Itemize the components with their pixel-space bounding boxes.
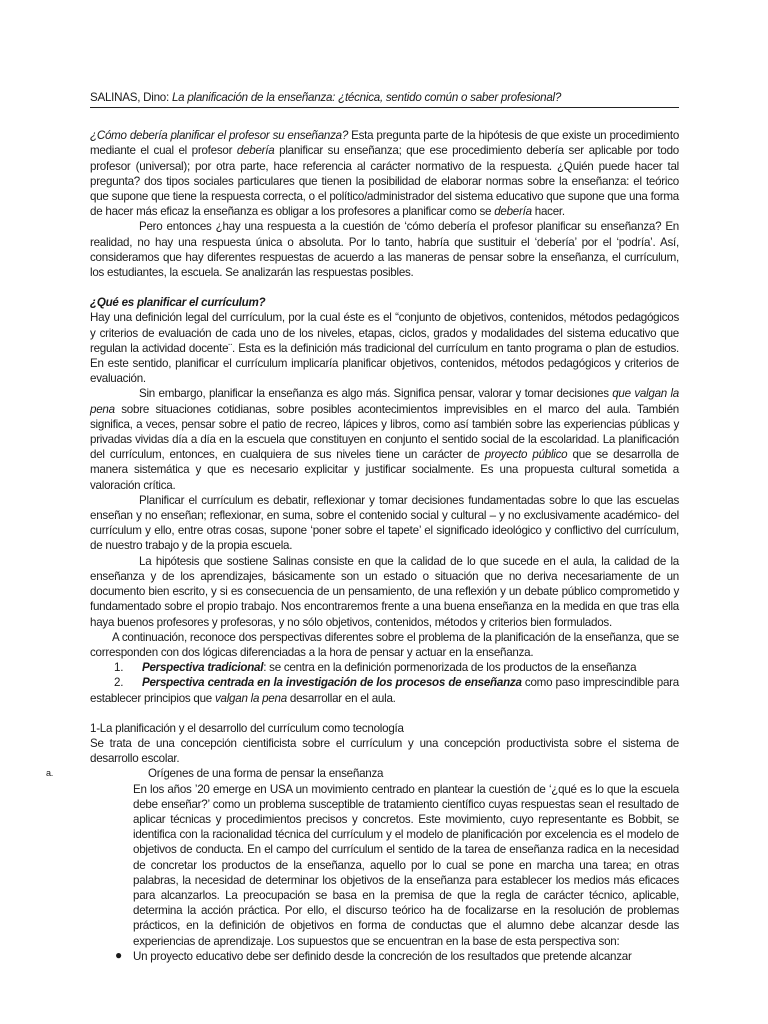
subsection-origenes bbox=[46, 766, 679, 964]
intro-paragraph-1: ¿Cómo debería planificar el profesor su enseñanza? Esta pregunta parte de la hipótesis de que existe un procedimiento mediante el cual el profesor debería planificar su enseñanza; que ese procedimiento debería ser aplicable por todo profesor (universal); por otra parte, hace referencia al carácter normativo de la respuesta. ¿Quién puede hacer tal pregunta? dos tipos sociales particulares que tienen la posibilidad de elaborar normas sobre la enseñanza: el teórico que supone que tiene la respuesta correcta, o el político/administrador del sistema educativo que supone que una forma de hacer más eficaz la enseñanza es obligar a los profesores a planificar como se debería hacer. bbox=[90, 129, 680, 219]
section-title-tecnologia: 1-La planificación y el desarrollo del currículum como tecnología bbox=[90, 721, 404, 735]
list-item: 2. Perspectiva centrada en la investigación de los procesos de enseñanza como paso imprescindible para establecer principios que valgan la pena desarrollar en el aula. bbox=[90, 676, 679, 705]
section2-paragraph-1: Se trata de una concepción cientificista sobre el currículum y una concepción productivista sobre el sistema de desarrollo escolar. bbox=[90, 736, 679, 766]
subsection-paragraph: En los años ’20 emerge en USA un movimiento centrado en plantear la cuestión de ‘¿qué es lo que la escuela debe enseñar?’ como un problema susceptible de tratamiento científico cuyas respuestas sean el resultado de aplicar técnicas y procedimientos precisos y concretos. Este movimiento, cuyo representante es Bobbit, se identifica con la racionalidad técnica del currículum y el modelo de planificación por excelencia es el modelo de objetivos de conducta. En el campo del currículum el sentido de la tarea de enseñanza radica en la necesidad de concretar los productos de la enseñanza, aquello por lo cual se pone en marcha una tarea; en otras palabras, la necesidad de determinar los objetivos de la enseñanza para establecer los medios más eficaces para alcanzarlos. La preocupación se basa en la premisa de que la regla de carácter técnico, aplicable, determina la acción práctica. Por ello, el discurso teórico ha de focalizarse en la resolución de problemas prácticos, en la definición de objetivos en forma de conductas que el alumno debe alcanzar desde las experiencias de aprendizaje. Los supuestos que se encuentran en la base de esta perspectiva son: bbox=[133, 782, 679, 948]
subsection-title: Orígenes de una forma de pensar la enseñanza bbox=[148, 767, 384, 781]
document-header bbox=[90, 90, 679, 108]
document-page bbox=[46, 90, 680, 964]
bullet-point: ● Un proyecto educativo debe ser definido desde la concreción de los resultados que pretende alcanzar bbox=[115, 947, 632, 963]
intro-question: ¿Cómo debería planificar el profesor su enseñanza? bbox=[90, 129, 349, 143]
bullet-dot-icon: ● bbox=[115, 947, 122, 962]
section1-paragraph-2: Sin embargo, planificar la enseñanza es algo más. Significa pensar, valorar y tomar decisiones que valgan la pena sobre situaciones cotidianas, sobre posibles acontecimientos imprevisibles en el marco del aula. También significa, a veces, pensar sobre el patio de recreo, lápices y libros, como así también sobre las experiencias públicas y privadas vividas día a día en la escuela que constituyen en conjunto el sentido social de la escolaridad. La planificación del currículum, entonces, en cualquiera de sus niveles tiene un carácter de proyecto público que se desarrolla de manera sistemática y que es necesario explicitar y justificar socialmente. Es una propuesta cultural sometida a valoración crítica. bbox=[90, 387, 680, 492]
perspectives-list bbox=[90, 660, 679, 706]
section1-paragraph-5: A continuación, reconoce dos perspectivas diferentes sobre el problema de la planificación de la enseñanza, que se corresponden con dos lógicas diferenciadas a la hora de pensar y actuar en la enseñanza. bbox=[90, 630, 679, 659]
section-title-planificar: ¿Qué es planificar el currículum? bbox=[90, 296, 266, 310]
list-marker: a. bbox=[46, 768, 54, 779]
intro-paragraph-2: Pero entonces ¿hay una respuesta a la cuestión de ‘cómo debería el profesor planificar su enseñanza? En realidad, no hay una respuesta única o absoluta. Por lo tanto, habría que sustituir el ‘debería’ por el ‘podría’. Así, consideramos que hay diferentes respuestas de acuerdo a las maneras de pensar sobre la enseñanza, el currículum, los estudiantes, la escuela. Se analizarán las respuestas posibles. bbox=[90, 220, 679, 280]
header-author: SALINAS, Dino: bbox=[90, 91, 172, 104]
section1-paragraph-4: La hipótesis que sostiene Salinas consiste en que la calidad de lo que sucede en el aula, la calidad de la enseñanza y de los aprendizajes, básicamente son un estado o situación que no deriva necesariamente de un documento bien escrito, y si es consecuencia de un pensamiento, de una reflexión y un debate público comprometido y fundamentado sobre el propio trabajo. Nos encontraremos frente a una buena enseñanza en la medida en que tras ella haya buenos profesores y profesoras, y no sólo objetivos, contenidos, métodos y criterios bien formulados. bbox=[90, 554, 679, 629]
header-title: La planificación de la enseñanza: ¿técnica, sentido común o saber profesional? bbox=[171, 91, 562, 104]
section1-paragraph-3: Planificar el currículum es debatir, reflexionar y tomar decisiones fundamentadas sobre lo que las escuelas enseñan y no enseñan; reflexionar, en suma, sobre el contenido social y cultural – y no exclusivamente académico- del currículum y ello, entre otras cosas, supone ‘poner sobre el tapete’ el significado ideológico y conflictivo del currículum, de nuestro trabajo y de la propia escuela. bbox=[90, 493, 679, 553]
section1-paragraph-1: Hay una definición legal del currículum, por la cual éste es el “conjunto de objetivos, contenidos, métodos pedagógicos y criterios de evaluación de cada uno de los niveles, etapas, ciclos, grados y modalidades del sistema educativo que regulan la actividad docente¨. Esta es la definición más tradicional del currículum en tanto programa o plan de estudios. En este sentido, planificar el currículum implicaría planificar objetivos, contenidos, métodos pedagógicos y criterios de evaluación. bbox=[90, 311, 679, 386]
list-item: 1. Perspectiva tradicional: se centra en la definición pormenorizada de los productos de la enseñanza bbox=[114, 661, 637, 675]
